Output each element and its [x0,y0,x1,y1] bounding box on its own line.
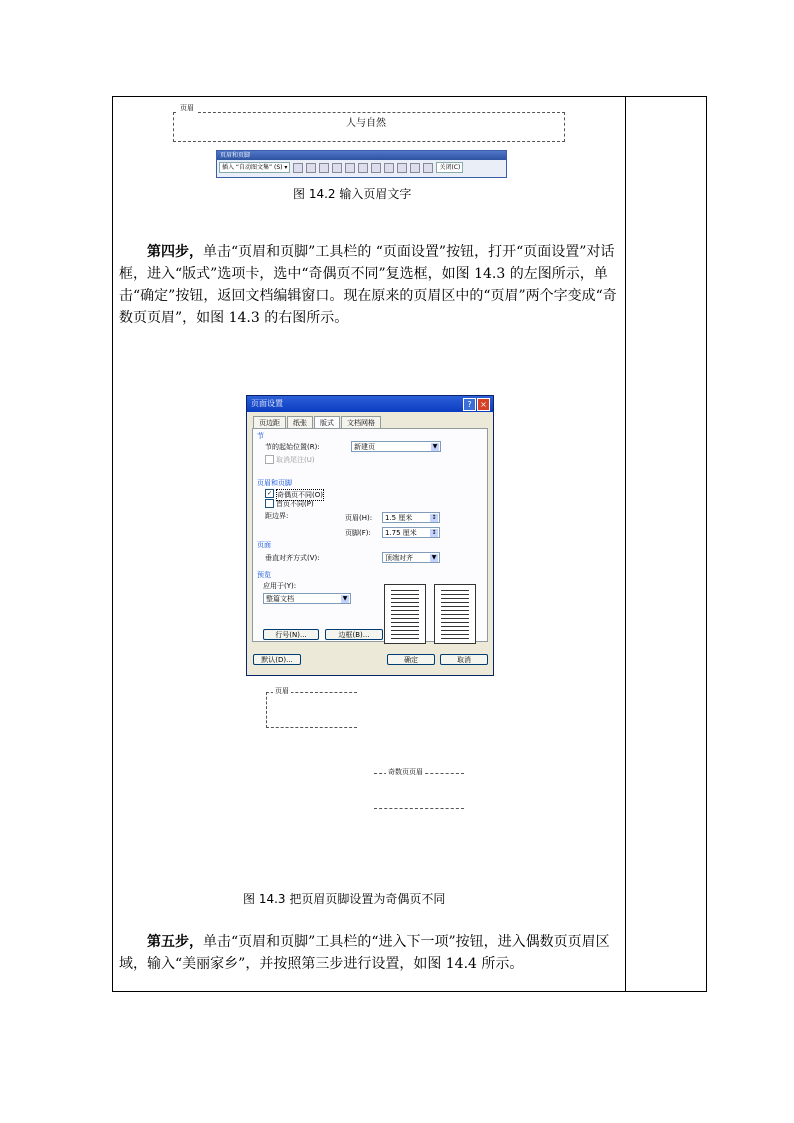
content-table [112,96,707,992]
header-region-after [374,768,464,809]
tab-document-grid[interactable]: 文档网格 [341,416,381,429]
vertical-align-label: 垂直对齐方式(V): [265,554,320,562]
ok-button[interactable]: 确定 [387,654,435,665]
page-count-icon[interactable] [306,163,316,173]
preview-page-right [434,584,476,644]
header-distance-label: 页眉(H): [345,514,373,522]
apply-to-select[interactable] [263,593,351,604]
odd-even-checkbox[interactable]: ✓ [266,490,273,497]
section-start-select[interactable] [351,441,441,452]
page-setup-icon[interactable] [358,163,368,173]
page-setup-dialog [246,395,494,676]
page-number-icon[interactable] [293,163,303,173]
show-next-icon[interactable] [423,163,433,173]
step-four-lead: 第四步， [147,244,203,260]
spinner-icon: ↕ [431,514,437,521]
layout-panel [252,428,488,642]
apply-to-value: 整篇文档 [266,595,294,603]
header-area-label: 页眉 [180,104,194,112]
footer-distance-label: 页脚(F): [345,529,371,537]
header-region-before [266,687,357,728]
step-five-paragraph [119,931,619,975]
column-divider [625,97,626,991]
suppress-endnotes-checkbox[interactable] [265,455,274,464]
chevron-down-icon: ▼ [431,554,437,561]
odd-even-label: 奇偶页不同(O) [277,491,323,499]
first-page-label: 首页不同(P) [276,500,314,508]
help-icon[interactable]: ? [463,398,476,411]
step-four-text: 单击“页眉和页脚”工具栏的 “页面设置”按钮，打开“页面设置”对话框，进入“版式”选项卡，选中“奇偶页不同”复选框，如图 14.3 的左图所示，单击“确定”按钮，返回文档编辑窗口。现在原来的页眉区中的“页眉”两个字变成“奇数页页眉”，如图 14.3 的右图所示。 [119,244,617,326]
header-footer-toolbar [216,150,507,178]
suppress-endnotes-label: 取消尾注(U) [276,456,315,464]
cancel-button[interactable]: 取消 [440,654,488,665]
page-heading: 页面 [257,541,271,549]
dialog-titlebar [247,396,493,412]
toolbar-title: 页眉和页脚 [217,151,506,160]
section-start-value: 新建页 [354,443,375,451]
header-region-before-label: 页眉 [275,687,289,695]
section-heading: 节 [257,432,264,440]
borders-button[interactable]: 边框(B)... [325,629,383,640]
vertical-align-value: 顶端对齐 [385,554,413,562]
same-as-previous-icon[interactable] [384,163,394,173]
insert-autotext-button[interactable]: 插入 “自动图文集” (S) ▾ [219,162,290,173]
figure-14-3-caption: 图 14.3 把页眉页脚设置为奇偶页不同 [243,892,446,906]
date-icon[interactable] [332,163,342,173]
dialog-title: 页面设置 [251,399,283,408]
tab-layout[interactable]: 版式 [314,416,340,429]
chevron-down-icon: ▼ [432,443,438,450]
step-four-paragraph [119,241,619,329]
step-five-text: 单击“页眉和页脚”工具栏的“进入下一项”按钮，进入偶数页页眉区域，输入“美丽家乡”，并按照第三步进行设置，如图 14.4 所示。 [119,934,610,972]
preview-page-left [384,584,426,644]
margin-label: 距边界: [265,512,289,520]
step-five-lead: 第五步， [147,934,203,950]
header-text: 人与自然 [346,118,386,129]
figure-14-2-caption: 图 14.2 输入页眉文字 [293,187,412,201]
time-icon[interactable] [345,163,355,173]
apply-to-label: 应用于(Y): [263,582,297,590]
format-page-number-icon[interactable] [319,163,329,173]
tab-margins[interactable]: 页边距 [253,416,286,429]
footer-distance-spinner[interactable] [382,527,440,538]
close-toolbar-button[interactable]: 关闭(C) [436,162,463,173]
line-numbers-button[interactable]: 行号(N)... [263,629,319,640]
vertical-align-select[interactable] [382,552,440,563]
header-footer-heading: 页眉和页脚 [257,479,292,487]
default-button[interactable]: 默认(D)... [253,654,301,665]
switch-header-footer-icon[interactable] [397,163,407,173]
first-page-checkbox[interactable] [265,499,274,508]
close-icon[interactable]: × [477,398,490,411]
footer-distance-value: 1.75 厘米 [385,529,417,537]
tab-paper[interactable]: 纸张 [287,416,313,429]
preview-heading: 预览 [257,571,271,579]
spinner-icon: ↕ [431,529,437,536]
show-document-text-icon[interactable] [371,163,381,173]
header-region-after-label: 奇数页页眉 [388,768,423,776]
show-previous-icon[interactable] [410,163,420,173]
header-distance-value: 1.5 厘米 [385,514,413,522]
chevron-down-icon: ▼ [342,595,348,602]
section-start-label: 节的起始位置(R): [265,443,320,451]
header-distance-spinner[interactable] [382,512,440,523]
